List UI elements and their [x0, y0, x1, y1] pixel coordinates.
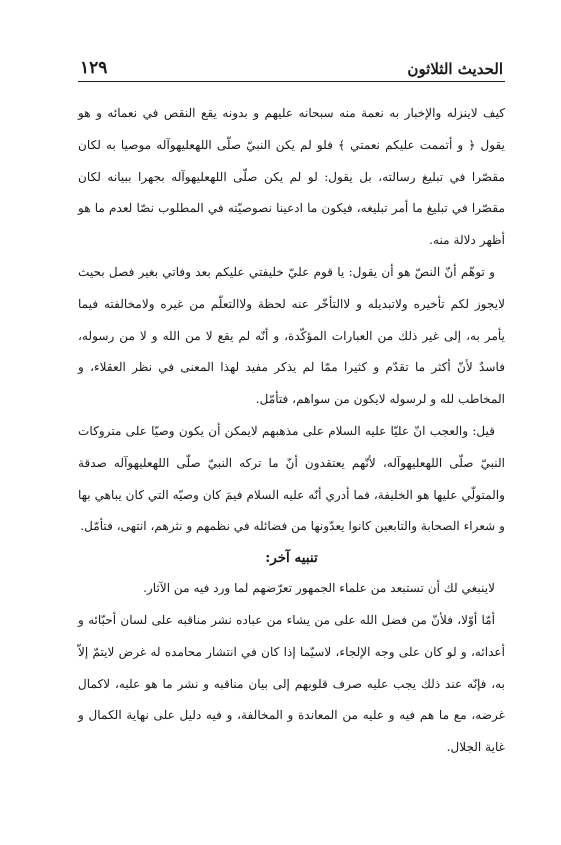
book-page: [78, 52, 505, 764]
paragraph: قيل: والعجب انّ عليّا عليه السلام على مذهبهم لايمكن أن يكون وصيّا على متروكات النبيّ صلّى اللهعليهوآله، لأنّهم يعتقدون أنّ ما تركه النبيّ صلّى اللهعليهوآله صدقة والمتولّي عليها هو الخليفة، فما أدري أنّه عليه السلام فيمَ كان وصيّه التي كان يباهي بها و شعراء الصحابة والتابعين كانوا يعدّونها من فضائله في نظمهم و نثرهم، انتهى، فتأمّل.: [78, 423, 505, 534]
paragraph: كيف لاينزله والإخبار به نعمة منه سبحانه عليهم و بدونه يقع النقص في نعمائه و هو يقول ﴿ و أتممت عليكم نعمتي ﴾ فلو لم يكن النبيّ صلّى اللهعليهوآله موصيا به لكان مقصّرا في تبليغ رسالته، بل يقول: لو لم يكن صلّى اللهعليهوآله بجهرا ببيانه لكان مقصّرا في تبليغ ما أمر تبليغه، فيكون ما ادعينا نصوصيّته في المطلوب نصّا لعدم ما هو أظهر دلالة منه.: [78, 106, 505, 248]
page-number: ١٢٩: [80, 58, 108, 78]
chapter-title: الحديث الثلاثون: [407, 60, 503, 78]
paragraph: و توهّم أنّ النصّ هو أن يقول: يا قوم عليّ خليفتي عليكم بعد وفاتي بغير فصل بحيث لايجوز لكم تأخيره ولاتبديله و لاالتأخّر عنه لحظة ولاالتعلّم من غيره ولامخالفته فيما يأمر به، إلى غير ذلك من العبارات المؤكّدة، و أنّه لم يقع لا من الله و لا من رسوله، فاسدٌ لأنّ أكثر ما تقدّم و كثيرا ممّا لم يذكر مفيد لهذا المعنى في نظر العقلاء، و المخاطب لله و لرسوله لايكون من سواهم، فتأمّل.: [78, 264, 505, 407]
section-heading: تنبيه آخر:: [265, 550, 318, 567]
paragraph: لاينبغي لك أن تستبعد من علماء الجمهور تعرّضهم لما ورد فيه من الآثار.: [143, 581, 495, 596]
body-text: [78, 98, 505, 764]
paragraph: أمّا أوّلا، فلأنّ من فضل الله على من يشاء من عباده نشر مناقبه على لسان أحبّائه و أعدائه، و لو كان على وجه الإلجاء، لاسيّما إذا كان في انتشار محامده له غرض لايتمّ إلاّ به، فإنّه عند ذلك يجب عليه صرف قلوبهم إلى بيان مناقبه و نشر ما هو عليه، لاكمال غرضه، مع ما هم فيه و عليه من المعاندة و المخالفة، و فيه دليل على نهاية الكمال و غاية الجلال.: [78, 612, 505, 755]
running-header: [78, 52, 505, 82]
